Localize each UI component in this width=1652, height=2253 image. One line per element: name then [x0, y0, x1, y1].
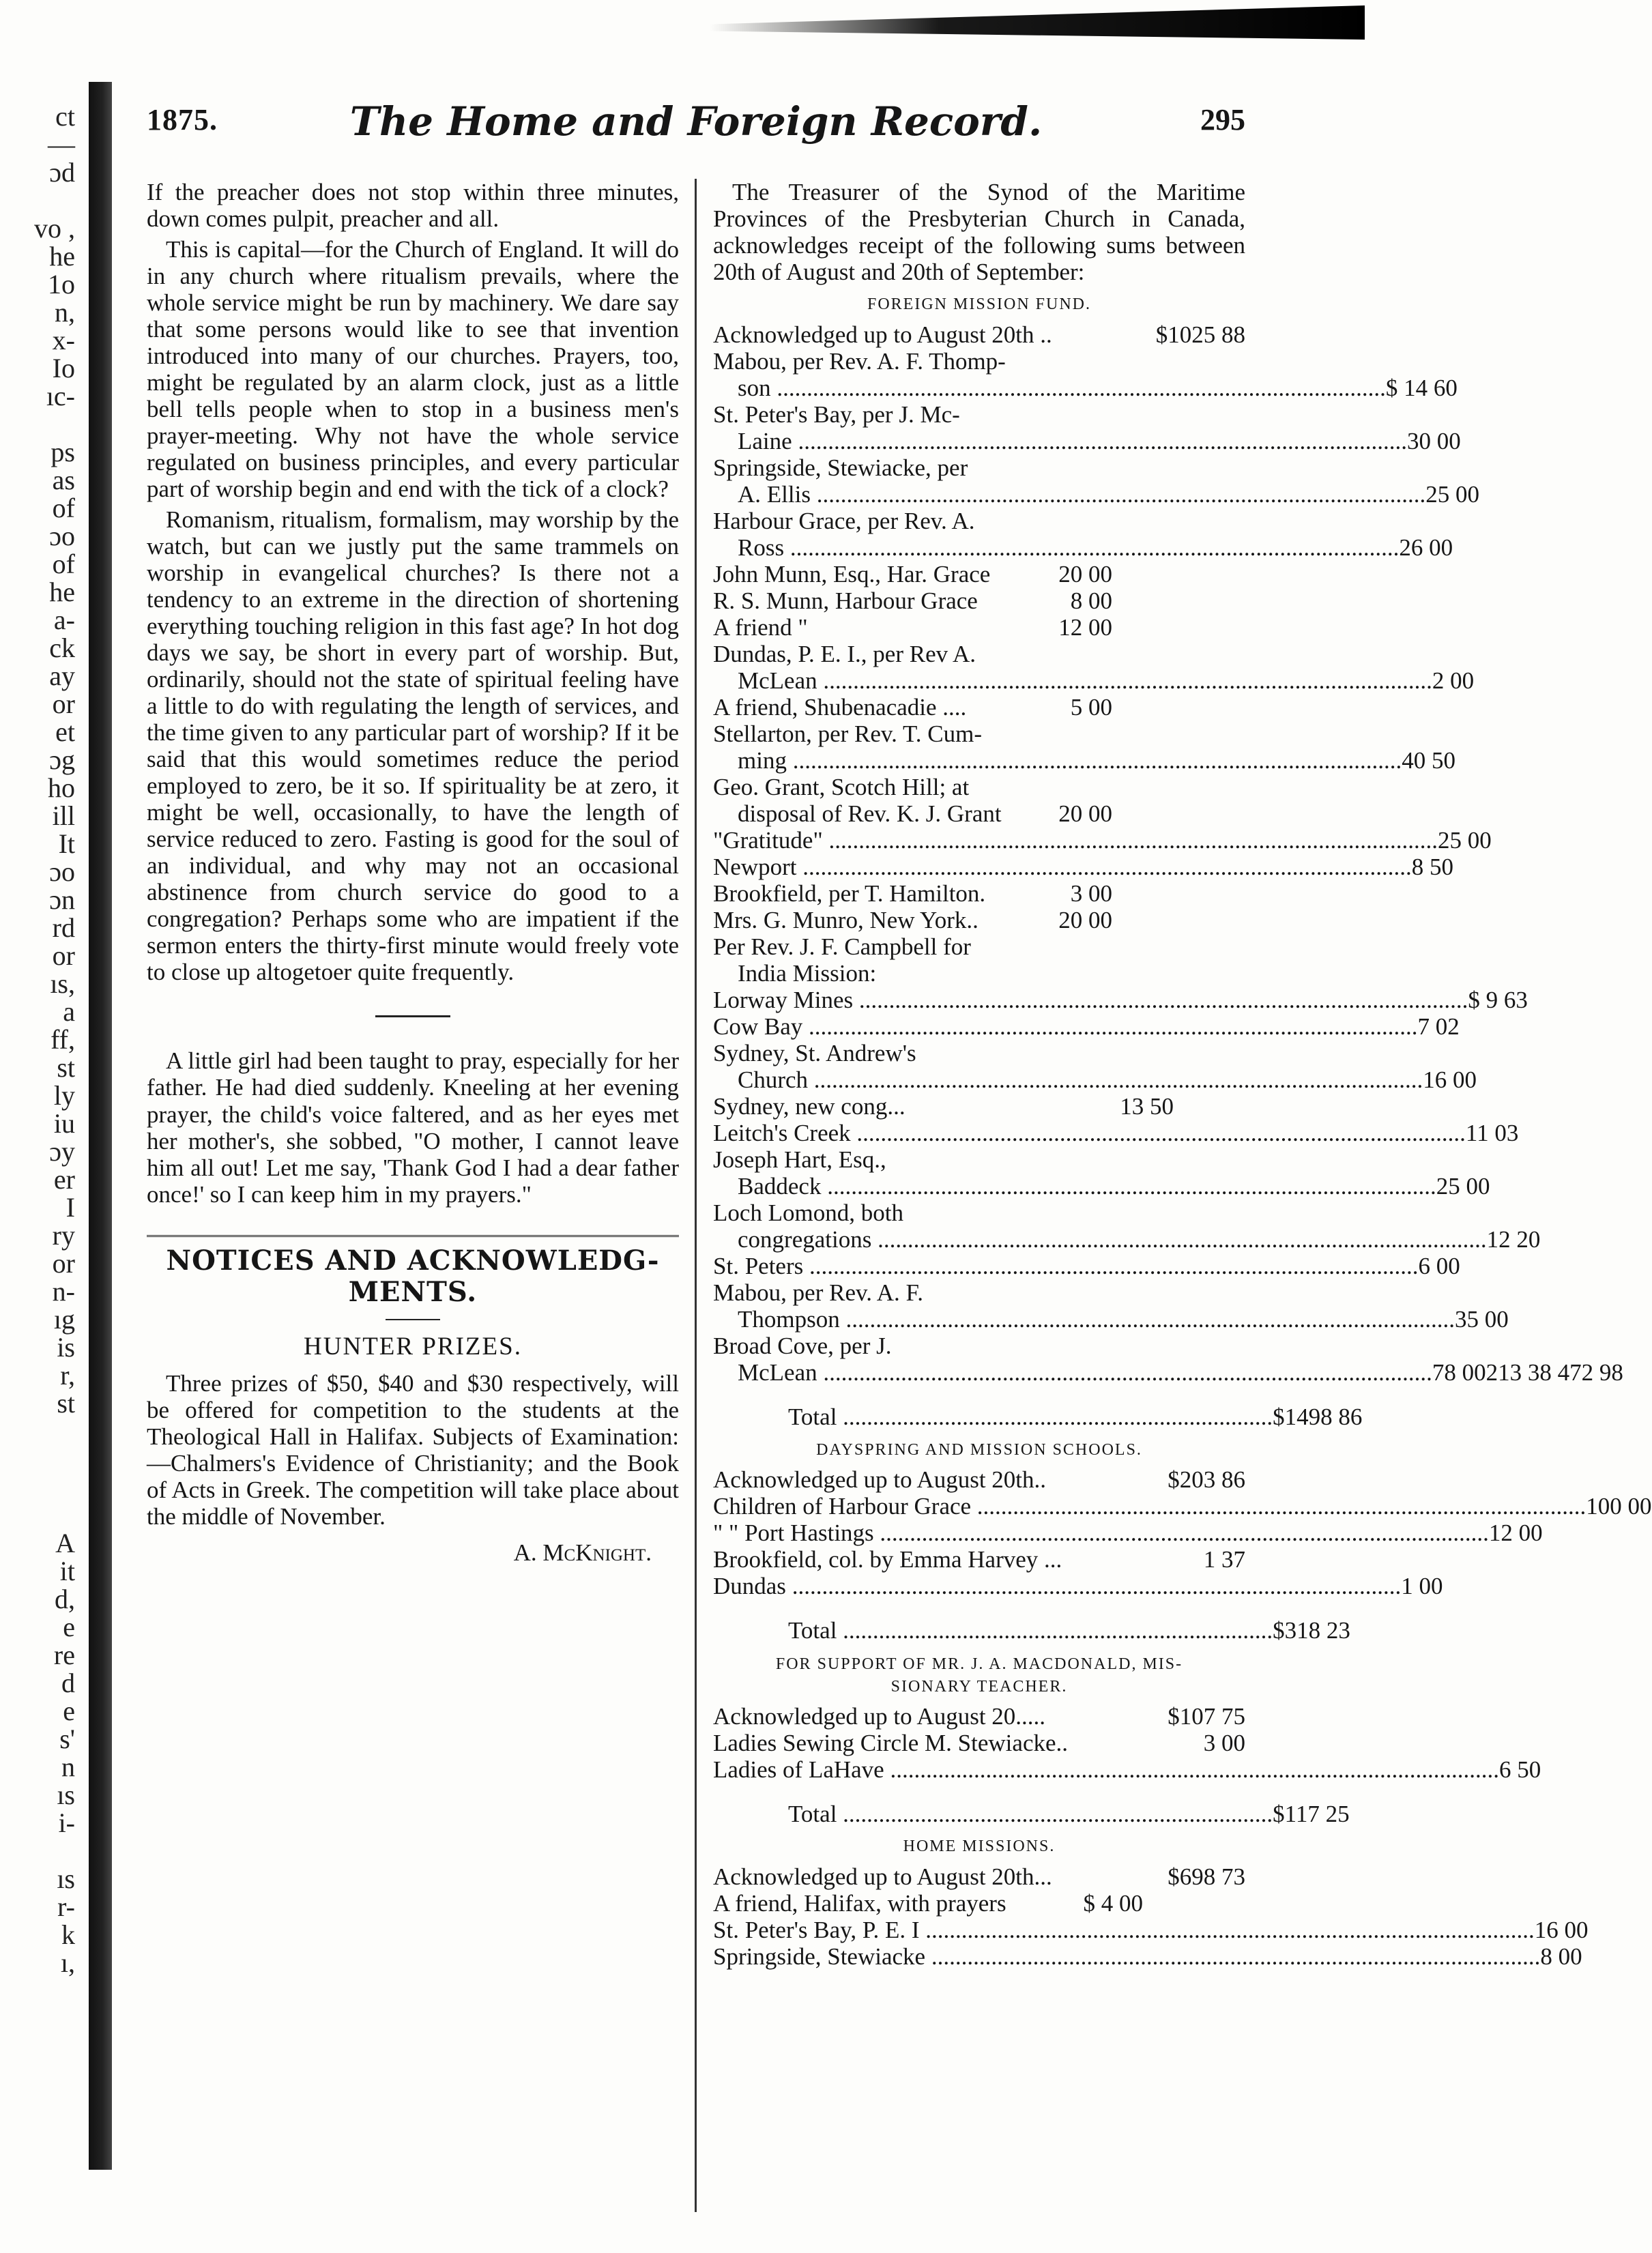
- ledger-row: [713, 1306, 1509, 1333]
- ledger-row: [713, 1093, 1245, 1120]
- ledger-row: [713, 374, 1458, 401]
- bleed-fragment: he: [49, 241, 75, 272]
- ledger-row: [713, 1253, 1460, 1280]
- ledger-row: [713, 907, 1245, 933]
- ledger-label: St. Peter's Bay, P. E. I .....: [713, 1917, 1535, 1943]
- bleed-fragment: or: [52, 688, 75, 719]
- ledger-row: [713, 1917, 1589, 1944]
- ledger-amount: 3 00: [1203, 1730, 1245, 1757]
- signature: A. McKnight.: [513, 1539, 652, 1566]
- ledger-label: St. Peter's Bay, per J. Mc-: [713, 401, 960, 428]
- bleed-fragment: vo ,: [34, 213, 75, 244]
- bleed-fragment: ıs: [57, 1863, 75, 1894]
- ledger-label: McLean .....: [713, 1359, 1432, 1386]
- bleed-fragment: e: [63, 1612, 75, 1642]
- section-divider: [375, 1015, 450, 1017]
- bleed-fragment: d: [61, 1668, 75, 1698]
- ledger-amount: 12 00: [1488, 1520, 1543, 1547]
- ledger-amount: 30 00: [1406, 427, 1461, 454]
- ledger-amount: $1025 88: [1155, 321, 1245, 348]
- ledger-row: [713, 880, 1245, 907]
- header-year: 1875.: [147, 103, 218, 136]
- paragraph: Three prizes of $50, $40 and $30 respectively, will be offered for competition to the students at the Theological Hall in Halifax. Subjects of Examination:—Chalmers's Evidence of Christianity; and the Book of Acts in Greek. The competition will take place about the middle of November.: [147, 1369, 679, 1530]
- ledger-row: [713, 1943, 1582, 1971]
- ledger-row: [713, 641, 1245, 667]
- ledger-label: Church .....: [713, 1066, 1423, 1093]
- bleed-fragment: [0, 186, 82, 214]
- dayspring-list: [713, 1466, 1652, 1600]
- total-label: Total .....: [713, 1404, 1273, 1430]
- bleed-fragment: ıs,: [50, 968, 75, 999]
- ledger-label: Brookfield, col. by Emma Harvey ...: [713, 1546, 1062, 1573]
- ledger-row: [713, 1546, 1245, 1573]
- ledger-row: [713, 1466, 1245, 1493]
- ledger-label: Sydney, new cong...: [713, 1093, 905, 1120]
- ledger-amount: 26 00: [1399, 534, 1453, 561]
- macdonald-total-row: [713, 1801, 1350, 1828]
- ledger-amount: 7 02: [1417, 1013, 1460, 1041]
- prizes-heading: HUNTER PRIZES.: [304, 1332, 522, 1361]
- ledger-label: A friend, Halifax, with prayers: [713, 1890, 1006, 1917]
- bleed-fragment: [0, 1445, 82, 1473]
- notices-heading-line: NOTICES AND ACKNOWLEDG-: [166, 1244, 660, 1277]
- foreign-mission-heading: FOREIGN MISSION FUND.: [867, 295, 1092, 314]
- bleed-fragment: —: [48, 129, 75, 160]
- ledger-label: Leitch's Creek .....: [713, 1120, 1466, 1146]
- ledger-row: [713, 348, 1245, 375]
- ledger-row: [713, 694, 1245, 721]
- journal-title: The Home and Foreign Record.: [349, 98, 1043, 145]
- ledger-row: [713, 667, 1475, 695]
- ledger-amount: 8 50: [1411, 854, 1453, 881]
- ledger-amount: $107 75: [1168, 1703, 1245, 1730]
- ledger-amount: 8 00: [1540, 1943, 1582, 1971]
- ledger-amount: 20 00: [1058, 800, 1112, 828]
- paragraph: If the preacher does not stop within three minutes, down comes pulpit, preacher and all.: [147, 179, 679, 233]
- ledger-label: Per Rev. J. F. Campbell for: [713, 933, 971, 961]
- ledger-row: [713, 1573, 1443, 1600]
- ledger-label: "Gratitude" .....: [713, 827, 1438, 854]
- ledger-row: [713, 1146, 1245, 1173]
- ledger-amount: 12 20: [1486, 1226, 1541, 1253]
- bleed-fragment: st: [57, 1052, 75, 1083]
- bleed-fragment: [0, 1473, 82, 1501]
- foreign-mission-list: [713, 321, 1623, 1386]
- heading-rule: [386, 1319, 440, 1320]
- bleed-fragment: he: [49, 577, 75, 607]
- column-divider: [695, 179, 697, 2212]
- bleed-fragment: or: [52, 940, 75, 971]
- page-number: 295: [1200, 103, 1245, 136]
- bleed-fragment: ɔn: [49, 884, 75, 915]
- ledger-row: [713, 454, 1245, 481]
- ledger-label: Lorway Mines .....: [713, 987, 1468, 1013]
- ledger-row: [713, 1493, 1652, 1520]
- ledger-amount: 13 50: [1120, 1093, 1174, 1120]
- ledger-row: [713, 1863, 1245, 1890]
- ledger-row: [713, 933, 1245, 960]
- bleed-fragment: ɔo: [49, 521, 75, 551]
- paragraph: This is capital—for the Church of England. It will do in any church where ritualism prevails, where the whole service might be run by machinery. We dare say that some persons would like to see that invention introduced into many of our churches. Prayers, too, might be regulated by an alarm clock, just as a little bell tells people when to stop in a business men's prayer-meeting. Why not have the whole service regulated on business principles, and every particular part of worship begin and end with the tick of a clock?: [147, 236, 679, 503]
- ledger-amount: 25 00: [1425, 480, 1479, 508]
- ledger-row: [713, 1226, 1541, 1253]
- ledger-label: Acknowledged up to August 20th..: [713, 1466, 1047, 1494]
- ledger-amount: 6 00: [1418, 1253, 1460, 1280]
- ledger-label: Geo. Grant, Scotch Hill; at: [713, 774, 970, 801]
- bleed-fragment: is: [57, 1332, 75, 1363]
- bleed-fragment: r,: [60, 1360, 75, 1391]
- bleed-fragment: of: [52, 493, 75, 523]
- right-column: [713, 179, 1652, 1971]
- paragraph: A little girl had been taught to pray, especially for her father. He had died suddenly. Kneeling at her evening prayer, the child's voice faltered, and as her eyes met her mother's, she sobbed, "O mother, I cannot leave him all out! Let me say, 'Thank God I had a dear father once!' so I can keep him in my prayers.": [147, 1047, 679, 1208]
- bleed-fragment: ct: [55, 101, 75, 132]
- ledger-amount: $ 14 60: [1385, 374, 1458, 401]
- ledger-amount: 5 00: [1070, 694, 1112, 721]
- ledger-row: [713, 800, 1245, 827]
- binding-gutter: [89, 82, 112, 2170]
- ledger-label: Springside, Stewiacke .....: [713, 1943, 1540, 1970]
- bleed-fragment: a-: [53, 605, 75, 635]
- ledger-label: Loch Lomond, both: [713, 1200, 903, 1227]
- bleed-fragment: 1o: [48, 269, 75, 300]
- bleed-fragment: A: [55, 1528, 75, 1558]
- dayspring-total-row: [713, 1617, 1350, 1644]
- ledger-label: Children of Harbour Grace .....: [713, 1493, 1586, 1520]
- bleed-fragment: rd: [52, 912, 75, 943]
- notices-heading: [147, 1245, 679, 1308]
- bleed-fragment: ı,: [60, 1947, 75, 1978]
- bleed-fragment: It: [58, 828, 75, 859]
- bleed-fragment: ry: [52, 1220, 75, 1251]
- ledger-label: Ross .....: [713, 534, 1399, 561]
- ledger-amount: 1 00: [1401, 1573, 1443, 1600]
- bleed-fragment: k: [61, 1919, 75, 1950]
- ledger-label: " " Port Hastings .....: [713, 1520, 1489, 1546]
- ledger-label: India Mission:: [738, 960, 877, 987]
- bleed-fragment: ıs: [57, 1779, 75, 1810]
- ledger-amount: 1 37: [1203, 1546, 1245, 1573]
- bleed-fragment: [0, 1417, 82, 1445]
- ledger-amount: 16 00: [1534, 1917, 1589, 1944]
- total-label: Total .....: [713, 1617, 1273, 1644]
- ledger-row: [713, 1173, 1490, 1200]
- ledger-amount: 20 00: [1058, 561, 1112, 587]
- ledger-row: [713, 321, 1245, 348]
- ledger-row: [713, 427, 1461, 454]
- ledger-amount: 11 03: [1465, 1120, 1519, 1147]
- ledger-label: Ladies Sewing Circle M. Stewiacke..: [713, 1730, 1069, 1757]
- bleed-fragment: ay: [49, 660, 75, 691]
- ledger-label: Acknowledged up to August 20th ..: [713, 321, 1052, 348]
- paragraph: Romanism, ritualism, formalism, may worship by the watch, but can we justly put the same trammels on worship in evangelical churches? Is there not a tendency to an extreme in the direction of shortening everything touching religion in this fast age? In hot dog days we say, be short in every part of worship. But, ordinarily, should not the state of spiritual feeling have a little to do with regulating the length of services, and the time given to any particular part of worship? If it be said that this would sometimes reduce the period employed to zero, be it so. If spirituality be at zero, it might be well, occasionally, to have the length of service reduced to zero. Fasting is good for the soul of an individual, and why may not an occasional abstinence from church service do good to a congregation? Perhaps some who are impatient if the sermon enters the thirty-first minute would freely vote to close up altogetoer quite frequently.: [147, 506, 679, 986]
- ledger-row: [713, 401, 1245, 428]
- bleed-fragment: ɔy: [49, 1136, 75, 1167]
- bleed-fragment: iu: [53, 1108, 75, 1139]
- ledger-amount: 6 50: [1498, 1756, 1541, 1784]
- ledger-label: Springside, Stewiacke, per: [713, 454, 968, 481]
- bleed-fragment: [0, 410, 82, 438]
- ledger-row: [713, 534, 1453, 561]
- ledger-row: [713, 561, 1245, 587]
- ledger-row: [713, 987, 1528, 1014]
- bleed-fragment: ps: [50, 437, 75, 467]
- macdonald-heading: [713, 1653, 1245, 1698]
- bleed-fragment: ıg: [53, 1304, 75, 1335]
- ledger-label: congregations .....: [713, 1226, 1487, 1253]
- ledger-label: A friend ": [713, 614, 808, 641]
- ledger-label: Broad Cove, per J.: [713, 1333, 892, 1360]
- scan-edge-shadow: [710, 5, 1365, 40]
- ledger-label: Mabou, per Rev. A. F. Thomp-: [713, 347, 1006, 375]
- bleed-fragment: ck: [49, 633, 75, 663]
- ledger-label: Acknowledged up to August 20th...: [713, 1863, 1052, 1891]
- ledger-amount: 12 00: [1058, 614, 1112, 641]
- bleed-fragment: i-: [58, 1807, 75, 1838]
- ledger-row: [713, 587, 1245, 614]
- ledger-label: Baddeck .....: [713, 1173, 1436, 1200]
- bleed-fragment: ɔd: [49, 157, 75, 188]
- bleed-fragment: et: [55, 716, 75, 747]
- total-label: Total .....: [713, 1801, 1273, 1827]
- bleed-fragment: I: [66, 1192, 75, 1223]
- ledger-label: Thompson .....: [713, 1306, 1455, 1333]
- ledger-amount: $698 73: [1168, 1863, 1245, 1891]
- left-column: [147, 179, 679, 1566]
- macdonald-heading-line: FOR SUPPORT OF MR. J. A. MACDONALD, MIS-: [775, 1655, 1183, 1674]
- bleed-fragment: x-: [52, 325, 75, 355]
- ledger-label: disposal of Rev. K. J. Grant: [738, 800, 1002, 828]
- ledger-label: Sydney, St. Andrew's: [713, 1040, 916, 1067]
- ledger-row: [713, 1890, 1245, 1917]
- ledger-row: [713, 1066, 1477, 1094]
- bleed-fragment: ff,: [50, 1024, 75, 1055]
- ledger-label: Ladies of LaHave .....: [713, 1756, 1499, 1783]
- bleed-fragment: r-: [57, 1891, 75, 1922]
- bleed-fragment: of: [52, 549, 75, 579]
- ledger-label: John Munn, Esq., Har. Grace: [713, 561, 991, 587]
- ledger-row: [713, 508, 1245, 534]
- ledger-row: [713, 721, 1245, 747]
- ledger-row: [713, 1279, 1245, 1306]
- ledger-label: Mabou, per Rev. A. F.: [713, 1279, 923, 1307]
- bleed-fragment: Io: [52, 353, 75, 383]
- ledger-amount: 25 00: [1436, 1173, 1490, 1200]
- foreign-total-row: [713, 1404, 1363, 1431]
- bleed-fragment: n,: [55, 297, 75, 328]
- bleed-fragment: st: [57, 1388, 75, 1419]
- ledger-row: [713, 1730, 1245, 1756]
- bleed-fragment: a: [63, 996, 75, 1027]
- ledger-row: [713, 480, 1479, 508]
- ledger-label: son .....: [713, 375, 1386, 401]
- ledger-row: [713, 1520, 1543, 1547]
- ledger-row: [713, 614, 1245, 641]
- bleed-fragment: it: [59, 1556, 75, 1586]
- ledger-amount: 100 00: [1586, 1493, 1652, 1520]
- ledger-amount: 2 00: [1432, 667, 1475, 695]
- ledger-row: [713, 960, 1245, 987]
- home-missions-heading: HOME MISSIONS.: [903, 1837, 1056, 1856]
- dayspring-heading: DAYSPRING AND MISSION SCHOOLS.: [816, 1440, 1142, 1459]
- ledger-label: Stellarton, per Rev. T. Cum-: [713, 721, 983, 748]
- ledger-amount: 8 00: [1070, 587, 1112, 615]
- ledger-amount: 16 00: [1423, 1066, 1477, 1094]
- ledger-label: Newport .....: [713, 854, 1412, 880]
- macdonald-list: [713, 1703, 1541, 1784]
- ledger-label: Brookfield, per T. Hamilton.: [713, 880, 986, 907]
- ledger-amount: 35 00: [1454, 1306, 1509, 1333]
- ledger-label: St. Peters .....: [713, 1253, 1418, 1279]
- bleed-fragment: or: [52, 1248, 75, 1279]
- bleed-fragment: n-: [52, 1276, 75, 1307]
- ledger-row: [713, 1120, 1519, 1147]
- ledger-amount: 25 00: [1438, 827, 1492, 854]
- ledger-row: [713, 1359, 1623, 1386]
- bleed-fragment: e: [63, 1696, 75, 1726]
- notices-heading-line: MENTS.: [348, 1275, 478, 1308]
- ledger-row: [713, 1756, 1541, 1784]
- page-header: [147, 98, 1245, 157]
- ledger-label: ming .....: [713, 747, 1402, 774]
- ledger-amount: $203 86: [1168, 1466, 1245, 1494]
- ledger-label: A friend, Shubenacadie ....: [713, 694, 967, 721]
- ledger-label: Joseph Hart, Esq.,: [713, 1146, 886, 1174]
- ledger-label: Dundas, P. E. I., per Rev A.: [713, 641, 976, 668]
- ledger-amount: $ 4 00: [1083, 1890, 1143, 1917]
- ledger-label: Cow Bay .....: [713, 1013, 1418, 1040]
- ledger-row: [713, 1040, 1245, 1066]
- ledger-label: Dundas .....: [713, 1573, 1401, 1599]
- bleed-fragment: as: [52, 465, 75, 495]
- ledger-label: Mrs. G. Munro, New York..: [713, 907, 979, 934]
- bleed-fragment: d,: [55, 1584, 75, 1614]
- bleed-fragment: [0, 1501, 82, 1529]
- treasurer-intro: The Treasurer of the Synod of the Maritime Provinces of the Presbyterian Church in Canada, acknowledges receipt of the following sums between 20th of August and 20th of September:: [713, 179, 1245, 286]
- home-missions-list: [713, 1863, 1589, 1971]
- ledger-label: Harbour Grace, per Rev. A.: [713, 507, 975, 534]
- bleed-fragment: ɔg: [49, 744, 75, 775]
- ledger-label: Laine .....: [713, 428, 1407, 454]
- ledger-row: [713, 747, 1455, 774]
- bleed-fragment: er: [53, 1164, 75, 1195]
- bleed-fragment: re: [53, 1640, 75, 1670]
- ledger-row: [713, 1703, 1245, 1730]
- bleed-fragment: ıc-: [46, 381, 75, 411]
- ledger-label: Acknowledged up to August 20.....: [713, 1703, 1046, 1730]
- bleed-fragment: n: [61, 1751, 75, 1782]
- facing-page-bleed: [0, 102, 82, 2115]
- ledger-row: [713, 1333, 1245, 1359]
- bleed-fragment: ly: [53, 1080, 75, 1111]
- bleed-fragment: ɔo: [49, 856, 75, 887]
- ledger-amount: $ 9 63: [1468, 987, 1528, 1014]
- total-amount: $318 23: [1273, 1617, 1350, 1644]
- ledger-amount: 3 00: [1070, 880, 1112, 907]
- bleed-fragment: ho: [48, 772, 75, 803]
- ledger-amount: 78 00: [1432, 1359, 1486, 1386]
- bleed-fragment: ill: [52, 800, 75, 831]
- ledger-row: [713, 1200, 1245, 1226]
- bleed-fragment: [0, 1837, 82, 1865]
- ledger-label: McLean .....: [713, 667, 1432, 694]
- ledger-row: [713, 854, 1453, 881]
- ledger-row: [713, 1013, 1460, 1041]
- ledger-amount: 213 38 472 98: [1486, 1359, 1623, 1386]
- notices-section: [147, 1235, 679, 1566]
- ledger-amount: 20 00: [1058, 907, 1112, 934]
- ledger-label: R. S. Munn, Harbour Grace: [713, 587, 978, 615]
- bleed-fragment: s': [59, 1724, 75, 1754]
- ledger-amount: 40 50: [1402, 747, 1455, 774]
- macdonald-heading-line: SIONARY TEACHER.: [890, 1677, 1068, 1696]
- ledger-row: [713, 774, 1245, 800]
- ledger-label: A. Ellis .....: [713, 481, 1425, 508]
- total-amount: $1498 86: [1273, 1404, 1363, 1431]
- total-amount: $117 25: [1273, 1801, 1350, 1828]
- ledger-row: [713, 827, 1492, 854]
